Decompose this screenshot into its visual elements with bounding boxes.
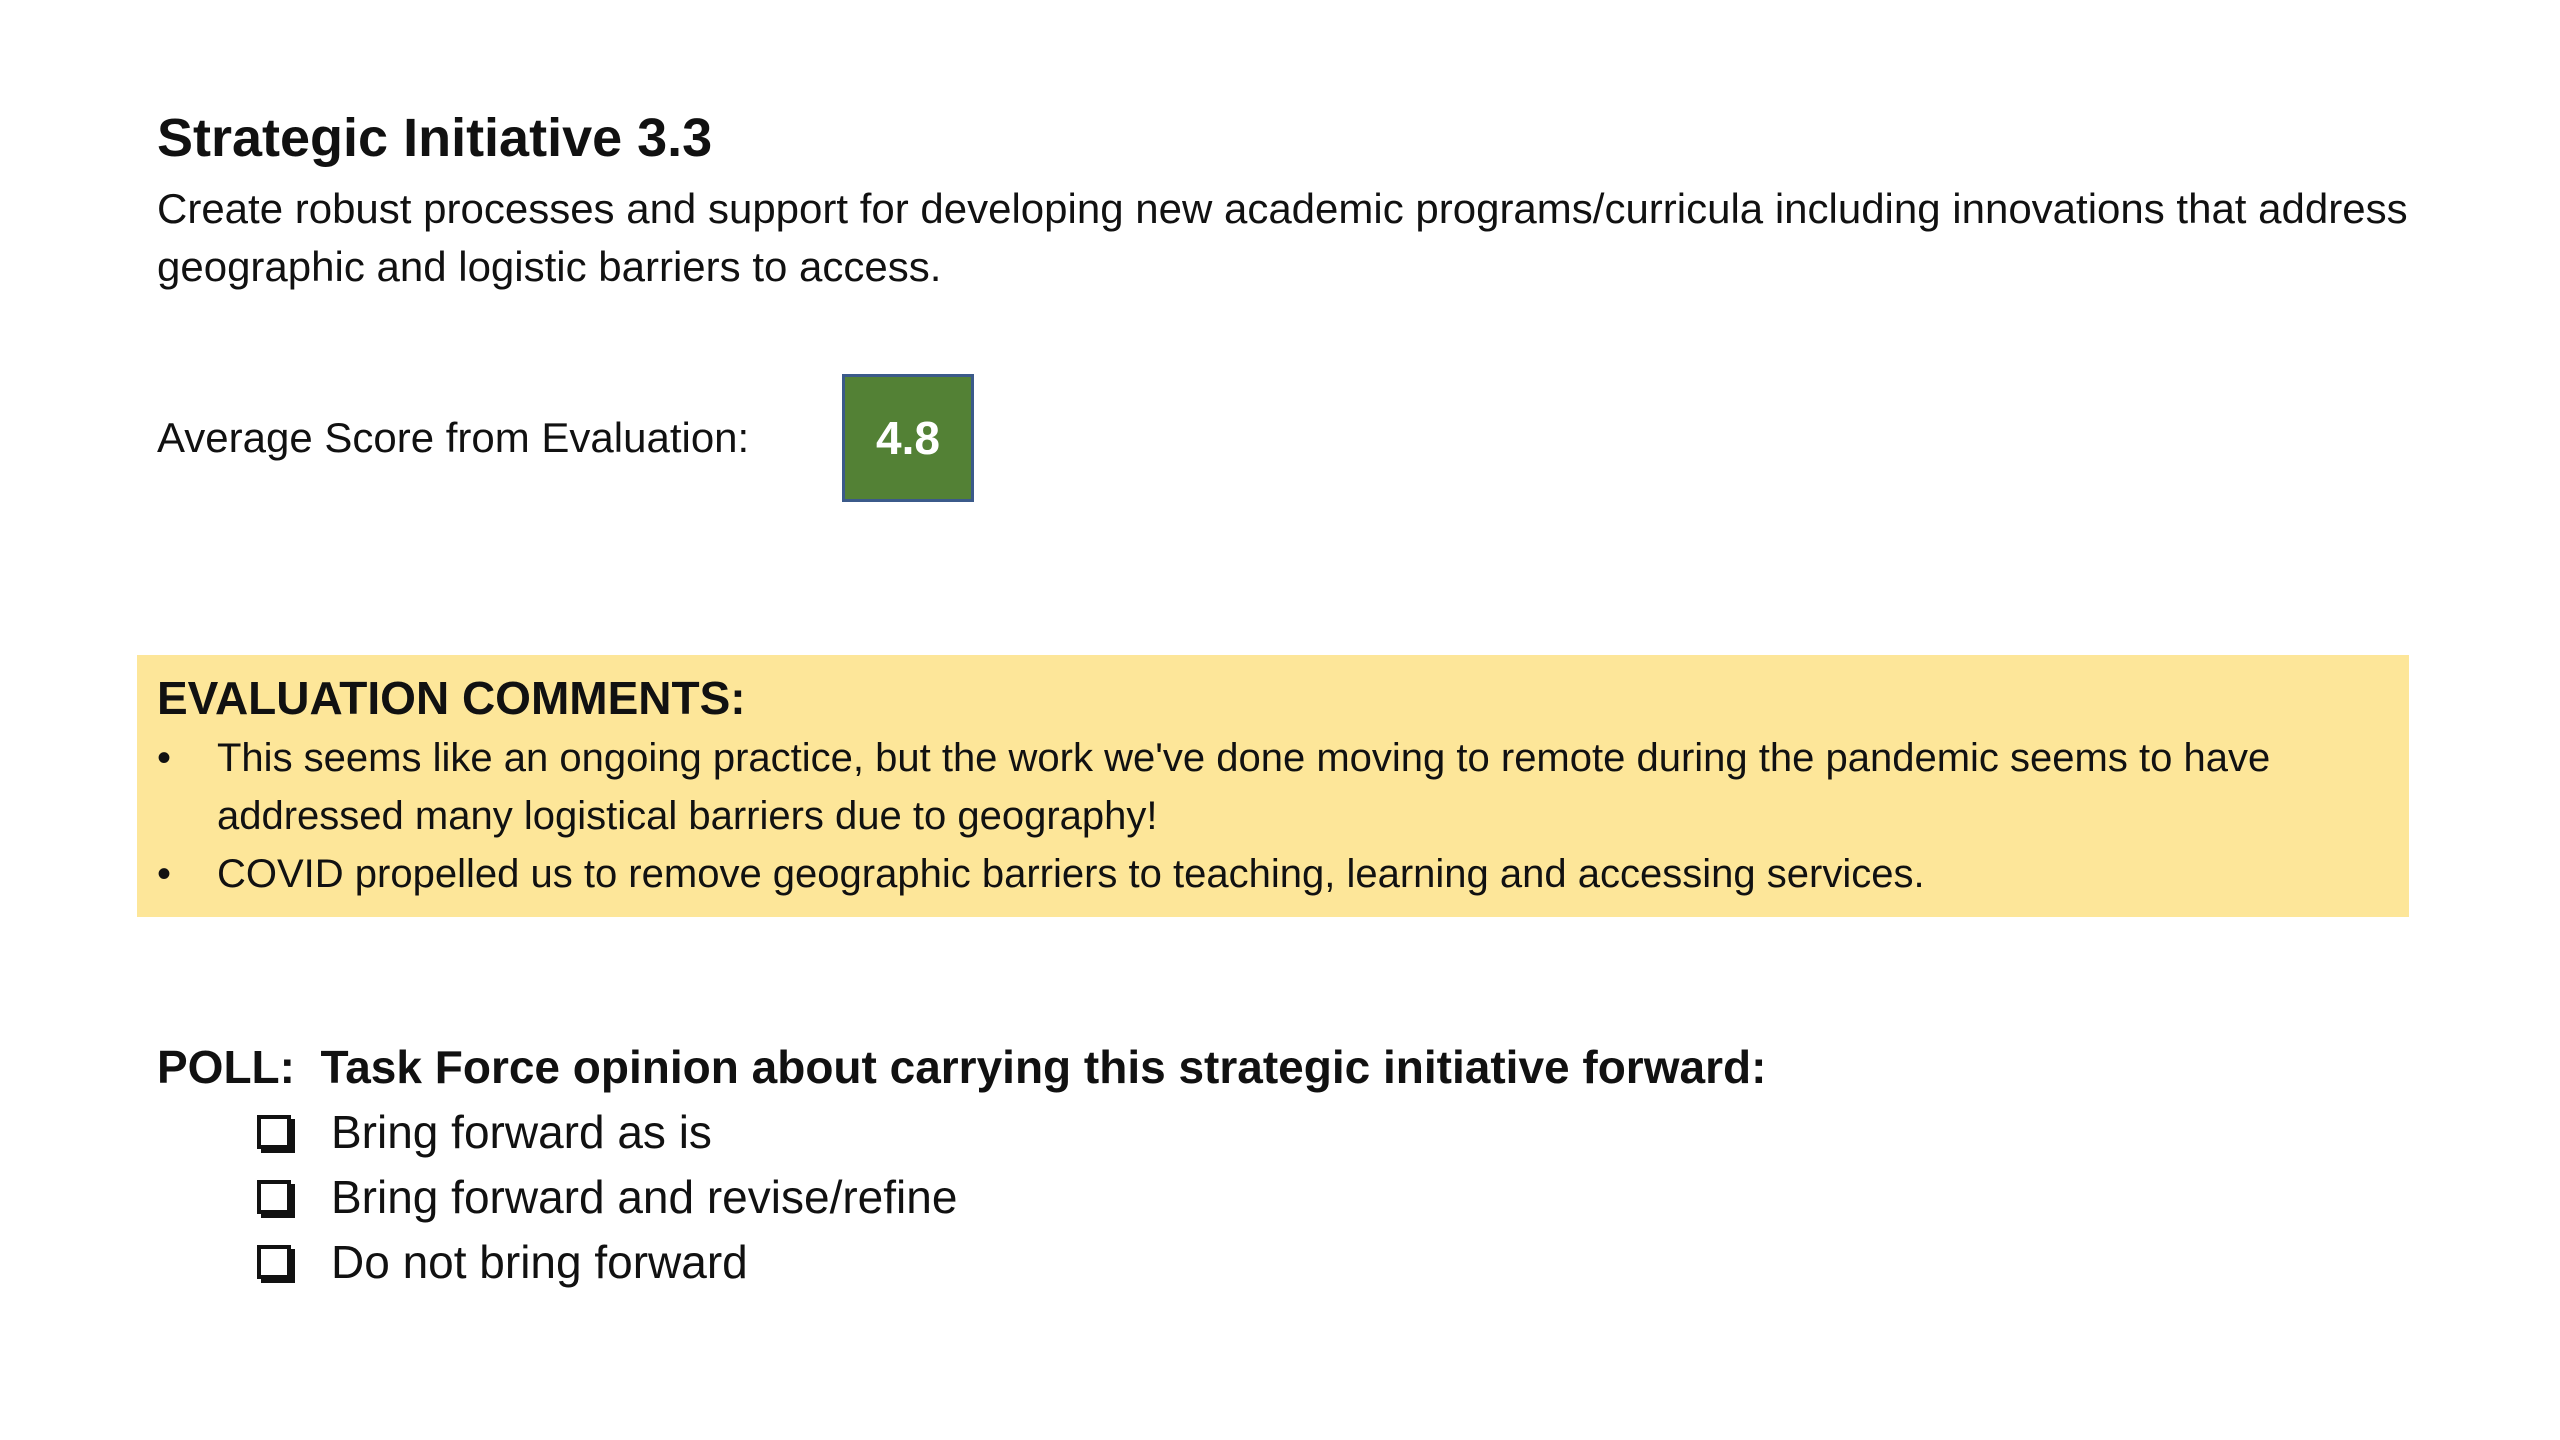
bullet-icon: • [157, 852, 172, 896]
comment-text: This seems like an ongoing practice, but the work we've done moving to remote during the pandemic seems to have addressed many logistical barriers due to geography! [217, 736, 2271, 838]
poll-option-label: Bring forward and revise/refine [331, 1170, 958, 1223]
score-value: 4.8 [876, 412, 940, 464]
checkbox-icon[interactable] [257, 1245, 291, 1279]
poll-option-label: Bring forward as is [331, 1105, 712, 1158]
evaluation-comments-panel [137, 655, 2409, 917]
checkbox-icon[interactable] [257, 1180, 291, 1214]
poll-section [157, 1035, 1766, 1294]
poll-options [157, 1099, 1766, 1294]
initiative-description: Create robust processes and support for developing new academic programs/curricula including innovations that address geographic and logistic barriers to access. [157, 185, 2408, 290]
comments-heading: EVALUATION COMMENTS: [157, 672, 746, 724]
poll-heading: POLL: Task Force opinion about carrying this strategic initiative forward: [157, 1041, 1767, 1093]
comments-list [157, 729, 2389, 903]
checkbox-icon[interactable] [257, 1115, 291, 1149]
score-label: Average Score from Evaluation: [157, 414, 750, 461]
bullet-icon: • [157, 736, 172, 780]
slide-title: Strategic Initiative 3.3 [157, 108, 713, 168]
poll-option-bring-forward-as-is[interactable] [257, 1099, 1766, 1164]
score-row [157, 372, 974, 504]
comment-text: COVID propelled us to remove geographic barriers to teaching, learning and accessing services. [217, 852, 1925, 896]
poll-option-bring-forward-and-revise[interactable] [257, 1164, 1766, 1229]
poll-option-do-not-bring-forward[interactable] [257, 1229, 1766, 1294]
poll-option-label: Do not bring forward [331, 1235, 748, 1288]
comment-item [157, 845, 2389, 903]
score-badge [842, 374, 974, 502]
comment-item [157, 729, 2389, 845]
